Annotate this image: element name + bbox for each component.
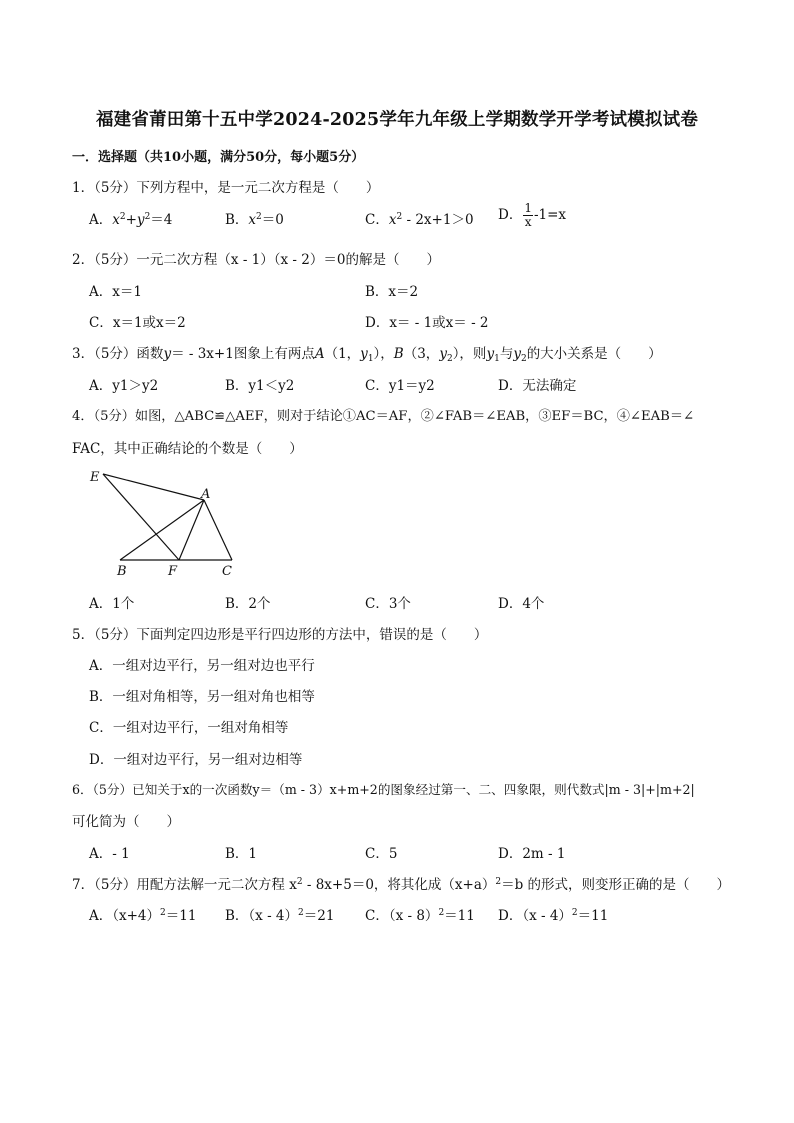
- label-C: C: [222, 564, 232, 579]
- q4-option-d: D．4个: [498, 596, 545, 612]
- q6-stem-line2: 可化简为（ ）: [72, 814, 180, 830]
- q5-option-a: A．一组对边平行，另一组对边也平行: [89, 658, 315, 674]
- label-B: B: [117, 564, 127, 579]
- label-F: F: [168, 564, 178, 579]
- q2-option-b: B．x＝2: [365, 284, 419, 300]
- section-heading: 一．选择题（共10小题，满分50分，每小题5分）: [72, 150, 365, 165]
- q7-option-a: A．$(x+4)^2=11$: [89, 908, 197, 924]
- fraction: $\frac{1}{x}$: [524, 201, 532, 229]
- q4-stem-line1: 4．（5分）如图，△ABC≌△AEF，则对于结论①AC＝AF，②∠FAB＝∠EAB，③EF＝BC，④∠EAB＝∠: [72, 409, 695, 424]
- q1-option-c: C．$x^2 - 2x+1>0$: [365, 212, 474, 228]
- q2-option-a: A．x＝1: [89, 284, 142, 300]
- q3-option-d: D．无法确定: [498, 378, 577, 394]
- q7-stem: 7．（5分）用配方法解一元二次方程 $x^2 - 8x+5=0$，将其化成$(x+a)^2=b$ 的形式，则变形正确的是（ ）: [72, 877, 731, 893]
- q1-option-d: D． $\frac{1}{x}$ -1=x: [498, 201, 567, 229]
- q1-option-b: B．$x^2=0$: [225, 212, 284, 228]
- q3-stem: 3．（5分）函数y＝ - 3x+1图象上有两点A（1，$y_1$），B（3，$y_2$），则$y_1$与$y_2$的大小关系是（ ）: [72, 346, 662, 364]
- q4-stem-line2: FAC，其中正确结论的个数是（ ）: [72, 441, 303, 457]
- q2-stem: 2．（5分）一元二次方程（x - 1）（x - 2）＝0的解是（ ）: [72, 252, 440, 268]
- q3-option-b: B．y1＜y2: [225, 378, 295, 394]
- q4-option-b: B．2个: [225, 596, 271, 612]
- q3-option-a: A．y1＞y2: [89, 378, 159, 394]
- q6-option-a: A．- 1: [89, 846, 130, 862]
- label-A: A: [201, 487, 211, 502]
- q1-option-a: A．$x^2+y^2=4$: [89, 212, 173, 228]
- q4-option-a: A．1个: [89, 596, 135, 612]
- label-E: E: [90, 470, 100, 485]
- segment-AC: [204, 500, 232, 560]
- q6-option-b: B．1: [225, 846, 258, 862]
- q7-option-d: D．（x - 4）$^2$＝11: [498, 908, 609, 924]
- q5-option-d: D．一组对边平行，另一组对边相等: [89, 752, 303, 768]
- q4-option-c: C．3个: [365, 596, 411, 612]
- q5-option-b: B．一组对角相等，另一组对角也相等: [89, 689, 315, 705]
- q5-option-c: C．一组对边平行，一组对角相等: [89, 720, 289, 736]
- q7-option-c: C．（x - 8）$^2$＝11: [365, 908, 475, 924]
- q3-option-c: C．y1＝y2: [365, 378, 435, 394]
- q2-option-c: C．x＝1或x＝2: [89, 315, 186, 331]
- q6-option-c: C．5: [365, 846, 398, 862]
- q7-option-b: B．（x - 4）$^2$＝21: [225, 908, 335, 924]
- q1-stem: 1．（5分）下列方程中，是一元二次方程是（ ）: [72, 180, 380, 196]
- q2-option-d: D．x＝ - 1或x＝ - 2: [365, 315, 489, 331]
- q6-option-d: D．2m - 1: [498, 846, 566, 862]
- segment-EF: [103, 474, 179, 560]
- q5-stem: 5．（5分）下面判定四边形是平行四边形的方法中，错误的是（ ）: [72, 627, 488, 643]
- q6-stem-line1: 6．（5分）已知关于x的一次函数y＝（m - 3）x+m+2的图象经过第一、二、四象限，则代数式|m - 3|+|m+2|: [72, 782, 695, 797]
- segment-EA: [103, 474, 204, 500]
- triangle-figure: [82, 462, 252, 582]
- exam-title: 福建省莆田第十五中学2024-2025学年九年级上学期数学开学考试模拟试卷: [95, 110, 699, 130]
